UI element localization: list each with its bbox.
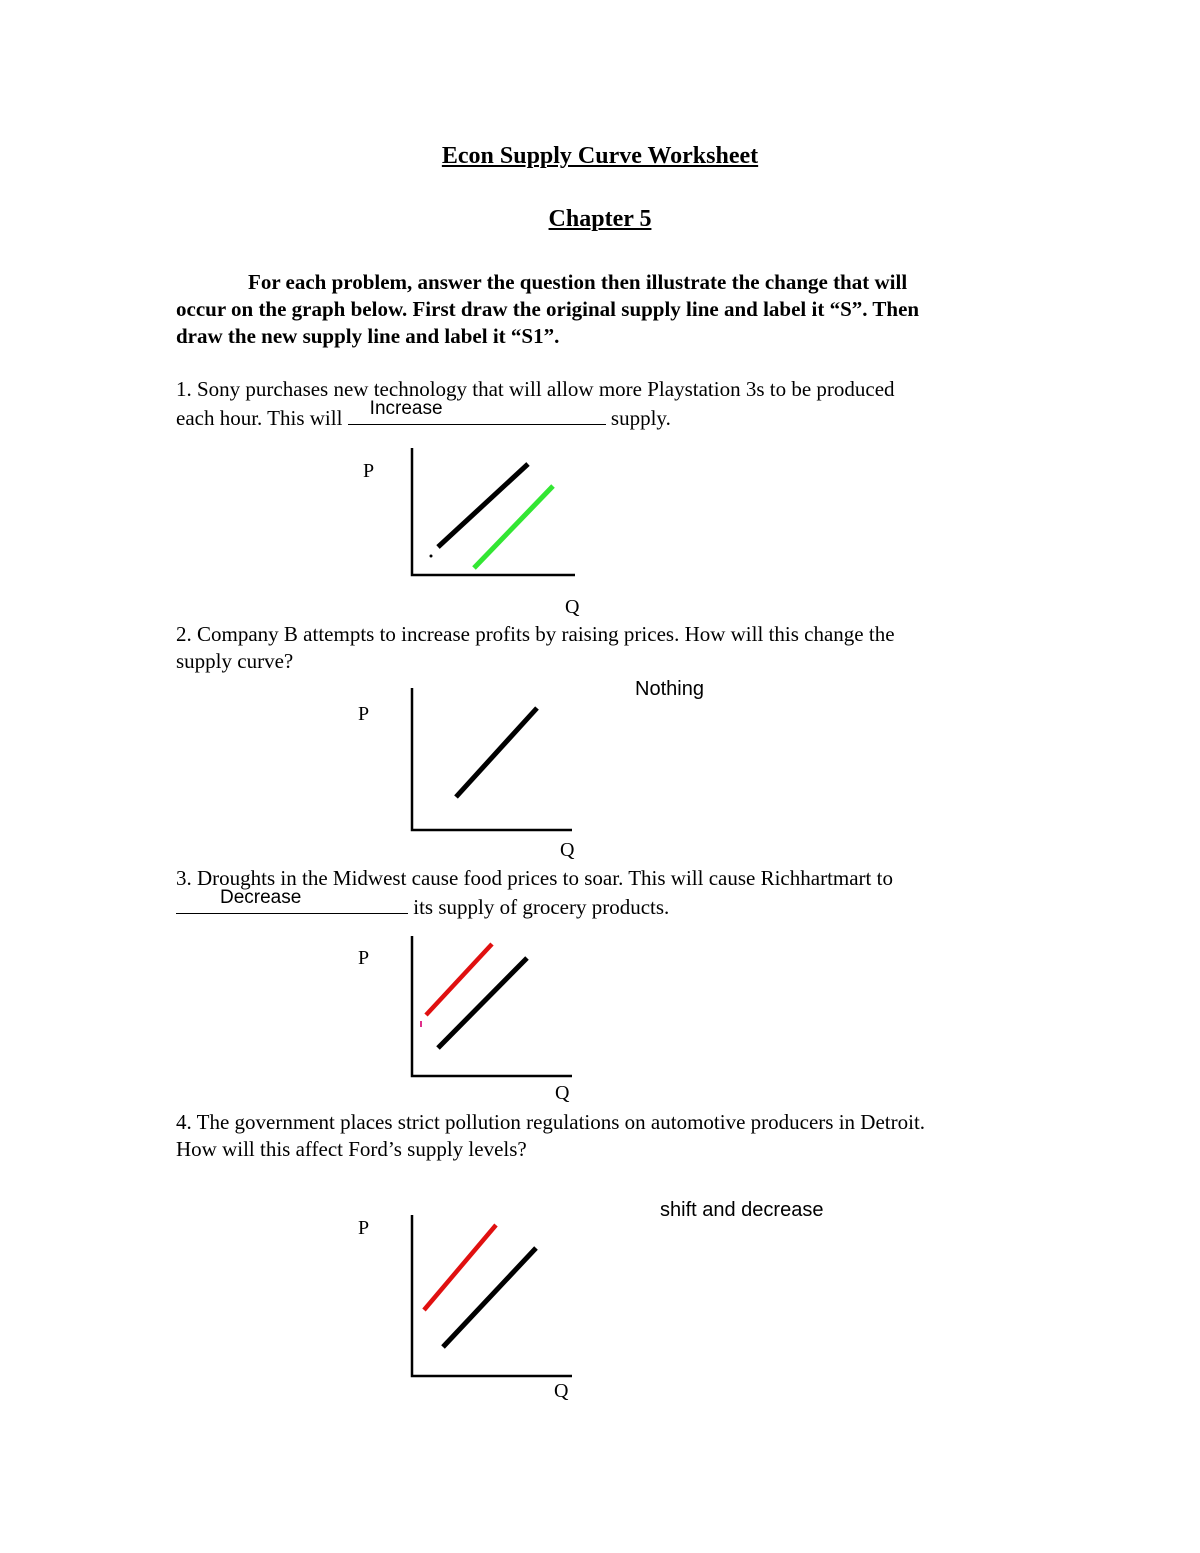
- graph3-original-supply-line: [438, 958, 527, 1048]
- q3-suffix: its supply of grocery products.: [408, 895, 670, 919]
- q2-answer: Nothing: [635, 678, 704, 700]
- graph4-price-label: P: [358, 1217, 370, 1239]
- graph1-supply-chart: [400, 440, 590, 590]
- q1-text-line-2: [176, 398, 671, 431]
- graph4-original-supply-line: [443, 1248, 536, 1347]
- graph2-quantity-label: Q: [560, 839, 575, 861]
- q1-answer-blank[interactable]: [348, 398, 606, 425]
- instructions-line-1: For each problem, answer the question then illustrate the change that will: [248, 270, 908, 294]
- graph2-supply-chart: [400, 680, 590, 840]
- q4-answer: shift and decrease: [660, 1199, 824, 1221]
- q1-prefix: each hour. This will: [176, 406, 348, 430]
- worksheet-title: Econ Supply Curve Worksheet: [441, 143, 759, 169]
- graph1-quantity-label: Q: [565, 596, 580, 618]
- q3-text-line-2: [176, 887, 670, 920]
- chapter-heading: Chapter 5: [548, 206, 652, 232]
- q2-text-line-1: 2. Company B attempts to increase profits by raising prices. How will this change the: [176, 622, 895, 646]
- graph4-supply-chart: [400, 1200, 590, 1385]
- graph1-new-supply-line: [474, 486, 553, 568]
- instructions-line-3: draw the new supply line and label it “S1”.: [176, 324, 560, 348]
- graph1-axes: [412, 448, 575, 575]
- q1-answer: Increase: [369, 398, 443, 419]
- graph1-original-supply-line: [438, 464, 528, 547]
- q1-text-line-1: 1. Sony purchases new technology that will allow more Playstation 3s to be produced: [176, 377, 895, 401]
- graph2-price-label: P: [358, 703, 370, 725]
- graph3-supply-chart: [400, 930, 590, 1085]
- q3-answer: Decrease: [220, 887, 302, 908]
- graph4-quantity-label: Q: [554, 1380, 569, 1402]
- graph1-price-label: P: [363, 460, 375, 482]
- graph3-price-label: P: [358, 947, 370, 969]
- q3-answer-blank[interactable]: [176, 887, 408, 914]
- q4-text-line-2: How will this affect Ford’s supply levels?: [176, 1137, 527, 1161]
- graph2-supply-line: [456, 708, 537, 797]
- graph1-stray-dot: [430, 555, 433, 558]
- instructions-line-2: occur on the graph below. First draw the original supply line and label it “S”. Then: [176, 297, 920, 321]
- q3-text-line-1: 3. Droughts in the Midwest cause food prices to soar. This will cause Richhartmart to: [176, 866, 893, 890]
- graph3-quantity-label: Q: [555, 1082, 570, 1104]
- q2-text-line-2: supply curve?: [176, 649, 294, 673]
- q4-text-line-1: 4. The government places strict pollution regulations on automotive producers in Detroit.: [176, 1110, 926, 1134]
- graph4-new-supply-line: [424, 1225, 496, 1310]
- q1-suffix: supply.: [605, 406, 671, 430]
